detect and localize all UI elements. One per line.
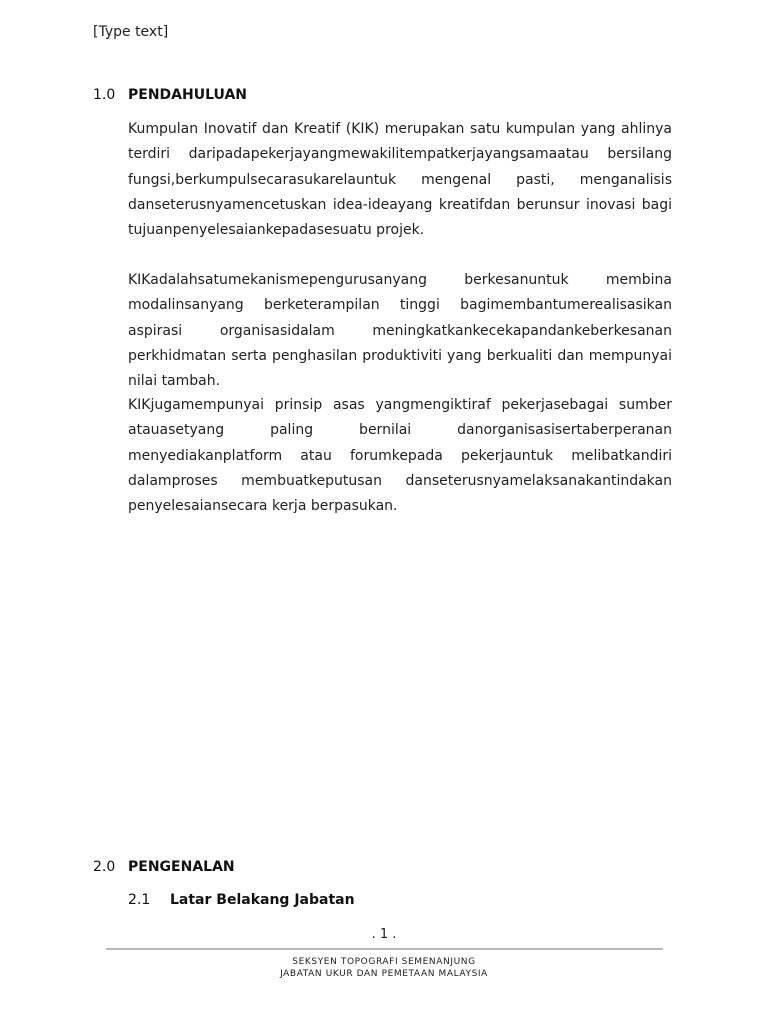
subsection-title: Latar Belakang Jabatan	[170, 892, 355, 908]
footer-line-1: SEKSYEN TOPOGRAFI SEMENANJUNG	[292, 957, 476, 967]
section-title: PENDAHULUAN	[128, 87, 247, 103]
header-placeholder-text: [Type text]	[93, 24, 169, 40]
paragraph-kik-definition: Kumpulan Inovatif dan Kreatif (KIK) merupakan satu kumpulan yang ahlinya terdiri daripadapekerjayangmewakilitempatkerjayangsamaatau bersilang fungsi,berkumpulsecarasukarelauntuk mengenal pasti, menganalisis danseterusnyamencetuskan idea-ideayang kreatifdan berunsur inovasi bagi tujuanpenyelesaiankepadasesuatu projek.	[128, 121, 672, 239]
section-heading-pendahuluan	[93, 87, 247, 103]
subsection-heading-latar-belakang	[128, 892, 355, 908]
section-number: 2.0	[93, 859, 116, 875]
subsection-number: 2.1	[128, 892, 151, 908]
page-number: . 1 .	[371, 927, 397, 942]
section-title: PENGENALAN	[128, 859, 235, 875]
section-heading-pengenalan	[93, 859, 235, 875]
paragraph-kik-mechanism: KIKadalahsatumekanismepengurusanyang berkesanuntuk membina modalinsanyang berketerampilan tinggi bagimembantumerealisasikan aspirasi organisasidalam meningkatkankecekapandankeberkesanan perkhidmatan serta penghasilan produktiviti yang berkualiti dan mempunyai nilai tambah.	[128, 272, 672, 390]
paragraph-kik-principle: KIKjugamempunyai prinsip asas yangmengiktiraf pekerjasebagai sumber atauasetyang paling bernilai danorganisasisertaberperanan menyediakanplatform atau forumkepada pekerjauntuk melibatkandiri dalamproses membuatkeputusan danseterusnyamelaksanakantindakan penyelesaiansecara kerja berpasukan.	[128, 397, 672, 515]
footer-line-2: JABATAN UKUR DAN PEMETAAN MALAYSIA	[280, 969, 488, 979]
section-number: 1.0	[93, 87, 116, 103]
footer-divider	[106, 948, 663, 950]
